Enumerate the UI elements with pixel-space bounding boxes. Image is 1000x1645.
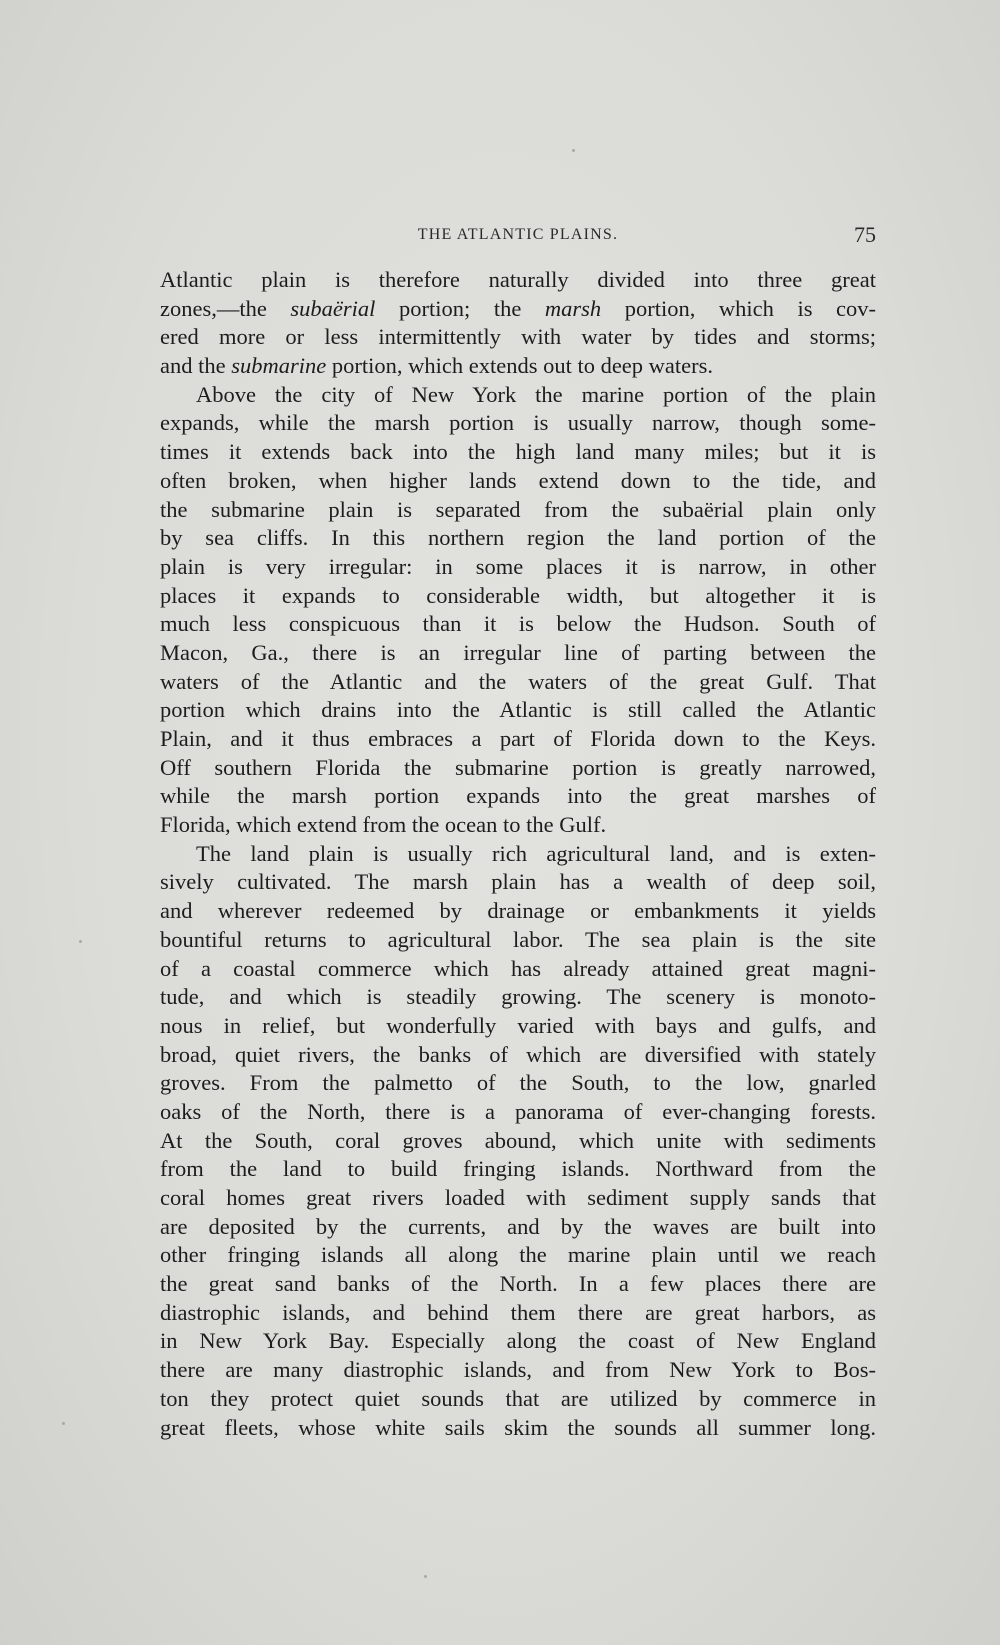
text-line [160, 1241, 876, 1270]
text-line [160, 1385, 876, 1414]
text-run: and the [160, 353, 232, 379]
text-run: Macon, Ga., there is an irregular line of parting between the [160, 639, 876, 665]
text-run: tude, and which is steadily growing. The scenery is monoto- [160, 984, 876, 1010]
text-run: of a coastal commerce which has already attained great magni- [160, 955, 876, 981]
text-run: portion which drains into the Atlantic is still called the Atlantic [160, 697, 876, 723]
text-line [160, 696, 876, 725]
text-line [160, 1213, 876, 1242]
text-line [160, 553, 876, 582]
text-run: Florida, which extend from the ocean to the Gulf. [160, 812, 607, 838]
text-run: zones,—the [160, 295, 291, 321]
text-line [160, 926, 876, 955]
text-run: ered more or less intermittently with water by tides and storms; [160, 324, 876, 350]
text-run: in New York Bay. Especially along the coast of New England [160, 1328, 876, 1354]
text-line [160, 1356, 876, 1385]
page-header [160, 222, 876, 252]
text-line [160, 1184, 876, 1213]
text-line [160, 668, 876, 697]
text-run: great fleets, whose white sails skim the sounds all summer long. [160, 1414, 876, 1440]
text-run: groves. From the palmetto of the South, to the low, gnarled [160, 1070, 876, 1096]
text-line [160, 323, 876, 352]
italic-term: marsh [544, 295, 602, 321]
text-line [160, 1098, 876, 1127]
text-line [160, 266, 876, 295]
text-run: Atlantic plain is therefore naturally divided into three great [160, 267, 876, 292]
text-run: from the land to build fringing islands. Northward from the [160, 1156, 876, 1182]
text-run: broad, quiet rivers, the banks of which are diversified with stately [160, 1041, 876, 1067]
text-line [160, 1327, 876, 1356]
text-run: portion; the marsh portion, which is cov- [375, 295, 877, 321]
text-run: sively cultivated. The marsh plain has a wealth of deep soil, [160, 869, 876, 895]
text-line [160, 1414, 876, 1443]
text-line [160, 639, 876, 668]
text-run: bountiful returns to agricultural labor. The sea plain is the site [160, 926, 876, 952]
text-run: much less conspicuous than it is below the Hudson. South of [160, 611, 876, 637]
text-run: the submarine plain is separated from the subaërial plain only [160, 496, 876, 522]
paper-speck [79, 940, 82, 943]
text-line [160, 582, 876, 611]
italic-term: subaërial [290, 295, 376, 321]
text-line [160, 352, 876, 381]
text-line [160, 524, 876, 553]
text-line [160, 467, 876, 496]
body-text [160, 266, 876, 1442]
text-run: ton they protect quiet sounds that are utilized by commerce in [160, 1385, 876, 1411]
text-run: Off southern Florida the submarine portion is greatly narrowed, [160, 754, 876, 780]
text-line [160, 811, 876, 840]
text-run: there are many diastrophic islands, and from New York to Bos- [160, 1357, 876, 1383]
text-line [160, 1041, 876, 1070]
text-line [160, 409, 876, 438]
text-run: coral homes great rivers loaded with sediment supply sands that [160, 1185, 876, 1210]
text-line [160, 983, 876, 1012]
text-line [160, 725, 876, 754]
text-run: are deposited by the currents, and by the waves are built into [160, 1213, 876, 1239]
italic-term: submarine [231, 353, 327, 379]
text-run: Above the city of New York the marine portion of the plain [196, 381, 876, 407]
text-line [160, 1012, 876, 1041]
text-run: portion, which extends out to deep waters. [326, 353, 714, 379]
text-run: nous in relief, but wonderfully varied with bays and gulfs, and [160, 1012, 876, 1038]
text-line [160, 610, 876, 639]
text-run: Plain, and it thus embraces a part of Florida down to the Keys. [160, 726, 876, 751]
text-run: places it expands to considerable width, but altogether it is [160, 582, 876, 608]
text-line [160, 1127, 876, 1156]
text-run: oaks of the North, there is a panorama of ever-changing forests. [160, 1098, 876, 1124]
text-line [160, 897, 876, 926]
text-run: expands, while the marsh portion is usually narrow, though some- [160, 410, 876, 436]
text-run: other fringing islands all along the marine plain until we reach [160, 1242, 876, 1268]
text-run: and wherever redeemed by drainage or embankments it yields [160, 898, 876, 924]
paper-speck [424, 1575, 427, 1578]
text-line [160, 868, 876, 897]
text-run: often broken, when higher lands extend down to the tide, and [160, 467, 876, 493]
text-run: diastrophic islands, and behind them there are great harbors, as [160, 1299, 876, 1325]
text-line [160, 438, 876, 467]
text-line [160, 840, 876, 869]
page-number: 75 [854, 222, 876, 247]
text-line [160, 1270, 876, 1299]
running-head: THE ATLANTIC PLAINS. [417, 226, 619, 243]
text-run: times it extends back into the high land many miles; but it is [160, 439, 876, 465]
text-line [160, 754, 876, 783]
text-run: plain is very irregular: in some places it is narrow, in other [160, 553, 876, 579]
text-run: waters of the Atlantic and the waters of the great Gulf. That [160, 668, 876, 694]
text-line [160, 496, 876, 525]
text-run: while the marsh portion expands into the great marshes of [160, 783, 876, 809]
text-line [160, 381, 876, 410]
text-line [160, 1155, 876, 1184]
text-run: by sea cliffs. In this northern region the land portion of the [160, 525, 876, 551]
text-line [160, 955, 876, 984]
text-run: The land plain is usually rich agricultural land, and is exten- [196, 840, 876, 866]
text-line [160, 1299, 876, 1328]
text-run: At the South, coral groves abound, which unite with sediments [160, 1127, 876, 1153]
text-line [160, 782, 876, 811]
text-run: the great sand banks of the North. In a few places there are [160, 1271, 876, 1297]
paper-speck [62, 1422, 65, 1425]
paper-speck [572, 149, 575, 152]
text-line [160, 1069, 876, 1098]
text-line [160, 295, 876, 324]
